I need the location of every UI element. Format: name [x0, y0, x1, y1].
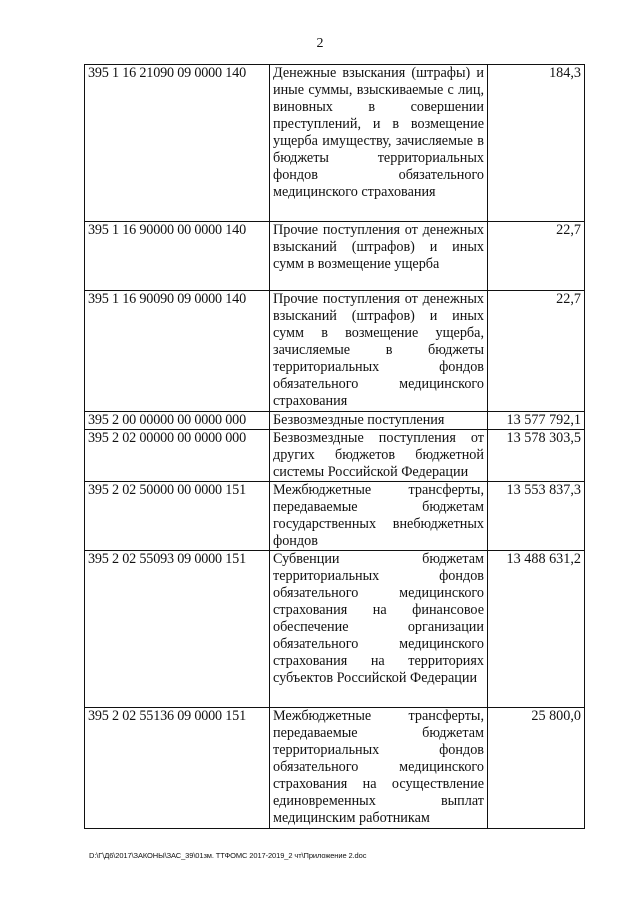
page-number: 2 [316, 36, 324, 51]
revenue-name: Межбюджетные трансферты, передаваемые бюджетам территориальных фондов обязательного медицинского страхования на осуществление единовременных выплат медицинским работникам [270, 708, 488, 829]
revenue-name: Денежные взыскания (штрафы) и иные суммы, взыскиваемые с лиц, виновных в совершении преступлений, и в возмещение ущерба имуществу, зачисляемые в бюджеты территориальных фондов обязательного медицинского страхования [270, 65, 488, 222]
revenue-name: Межбюджетные трансферты, передаваемые бюджетам государственных внебюджетных фондов [270, 482, 488, 551]
revenue-name: Безвозмездные поступления от других бюджетов бюджетной системы Российской Федерации [270, 430, 488, 482]
budget-classification-code: 395 1 16 90000 00 0000 140 [85, 222, 270, 291]
amount-value: 25 800,0 [488, 708, 585, 829]
table-row [85, 708, 585, 829]
revenue-name: Прочие поступления от денежных взысканий (штрафов) и иных сумм в возмещение ущерба [270, 222, 488, 291]
table-row [85, 482, 585, 551]
budget-classification-code: 395 2 00 00000 00 0000 000 [85, 412, 270, 430]
document-file-path: D:\Г\Д6\2017\ЗАКОНЫ\ЗАС_39\01зм. ТТФОМС 2017-2019_2 чт\Приложение 2.doc [89, 851, 367, 860]
table-row [85, 430, 585, 482]
table-row [85, 291, 585, 412]
amount-value: 22,7 [488, 291, 585, 412]
table-row [85, 222, 585, 291]
budget-classification-code: 395 2 02 00000 00 0000 000 [85, 430, 270, 482]
amount-value: 13 578 303,5 [488, 430, 585, 482]
amount-value: 184,3 [488, 65, 585, 222]
budget-revenue-table [84, 64, 585, 829]
table-row [85, 65, 585, 222]
revenue-name: Субвенции бюджетам территориальных фондов обязательного медицинского страхования на финансовое обеспечение организации обязательного медицинского страхования на территориях субъектов Российской Федерации [270, 551, 488, 708]
amount-value: 13 577 792,1 [488, 412, 585, 430]
budget-classification-code: 395 1 16 90090 09 0000 140 [85, 291, 270, 412]
revenue-name: Безвозмездные поступления [270, 412, 488, 430]
budget-classification-code: 395 2 02 55093 09 0000 151 [85, 551, 270, 708]
table-row [85, 412, 585, 430]
amount-value: 13 488 631,2 [488, 551, 585, 708]
budget-classification-code: 395 2 02 55136 09 0000 151 [85, 708, 270, 829]
budget-classification-code: 395 1 16 21090 09 0000 140 [85, 65, 270, 222]
budget-classification-code: 395 2 02 50000 00 0000 151 [85, 482, 270, 551]
amount-value: 13 553 837,3 [488, 482, 585, 551]
table-row [85, 551, 585, 708]
revenue-name: Прочие поступления от денежных взысканий (штрафов) и иных сумм в возмещение ущерба, зачисляемые в бюджеты территориальных фондов обязательного медицинского страхования [270, 291, 488, 412]
amount-value: 22,7 [488, 222, 585, 291]
